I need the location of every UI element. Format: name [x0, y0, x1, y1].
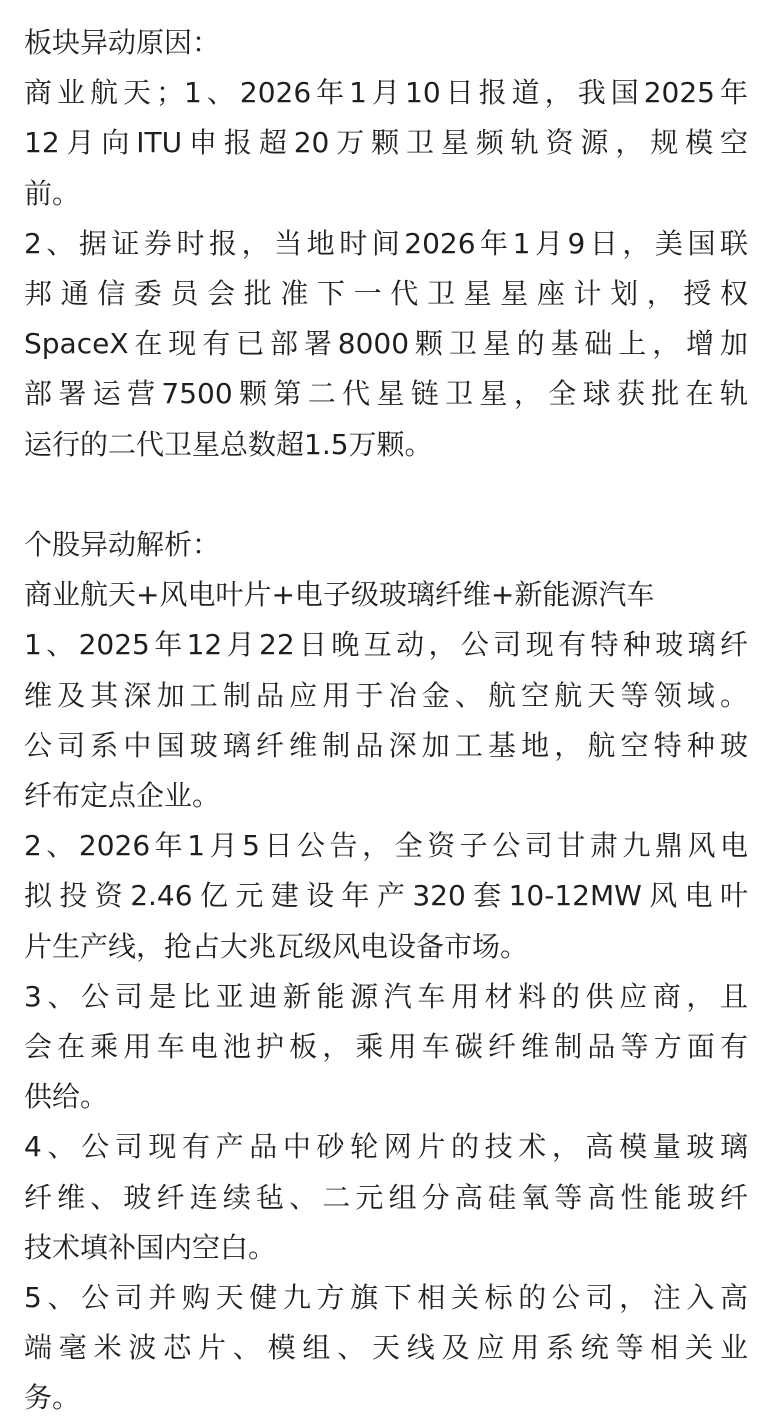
text-line: 2、2026年1月5日公告，全资子公司甘肃九鼎风电 — [24, 829, 748, 863]
text-line: 前。 — [24, 176, 81, 210]
text-line: 拟投资2.46亿元建设年产320套10-12MW风电叶 — [24, 879, 748, 913]
article-text — [24, 18, 748, 1424]
text-line: 商业航天+风电叶片+电子级玻璃纤维+新能源汽车 — [24, 578, 655, 612]
text-line: 12月向ITU申报超20万颗卫星频轨资源，规模空 — [24, 126, 748, 160]
text-line: 1、2025年12月22日晚互动，公司现有特种玻璃纤 — [24, 628, 748, 662]
text-line: 4、公司现有产品中砂轮网片的技术，高模量玻璃 — [24, 1130, 748, 1164]
text-line: 维及其深加工制品应用于冶金、航空航天等领域。 — [24, 678, 748, 712]
text-line: 运行的二代卫星总数超1.5万颗。 — [24, 427, 433, 461]
text-line: 纤布定点企业。 — [24, 779, 221, 813]
blank-line — [24, 470, 748, 520]
text-line: 3、公司是比亚迪新能源汽车用材料的供应商，且 — [24, 979, 748, 1013]
text-line: 端毫米波芯片、模组、天线及应用系统等相关业 — [24, 1331, 748, 1365]
text-line: 片生产线，抢占大兆瓦级风电设备市场。 — [24, 929, 529, 963]
text-line: 供给。 — [24, 1080, 109, 1114]
text-line: 邦通信委员会批准下一代卫星星座计划，授权 — [24, 277, 748, 311]
text-line: 会在乘用车电池护板，乘用车碳纤维制品等方面有 — [24, 1030, 748, 1064]
text-line: 技术填补国内空白。 — [24, 1230, 277, 1264]
text-line: 公司系中国玻璃纤维制品深加工基地，航空特种玻 — [24, 728, 748, 762]
text-line: SpaceX在现有已部署8000颗卫星的基础上，增加 — [24, 327, 748, 361]
section-heading-stock-analysis: 个股异动解析： — [24, 528, 221, 562]
text-line: 2、据证券时报，当地时间2026年1月9日，美国联 — [24, 226, 748, 260]
text-line: 5、公司并购天健九方旗下相关标的公司，注入高 — [24, 1281, 748, 1315]
text-line: 纤维、玻纤连续毡、二元组分高硅氧等高性能玻纤 — [24, 1180, 748, 1214]
text-line: 部署运营7500颗第二代星链卫星，全球获批在轨 — [24, 377, 748, 411]
text-line: 商业航天；1、2026年1月10日报道，我国2025年 — [24, 76, 748, 110]
section-heading-sector-reason: 板块异动原因： — [24, 26, 221, 59]
text-line: 务。 — [24, 1381, 81, 1415]
